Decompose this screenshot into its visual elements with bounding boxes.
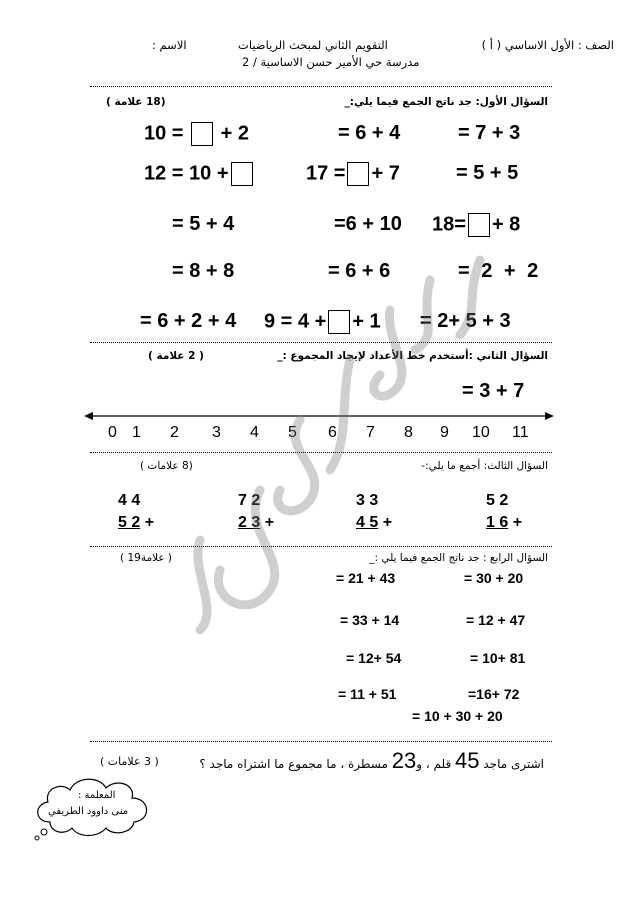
q3-p3-top: 3 3 (356, 492, 379, 509)
divider (90, 546, 552, 547)
q4-item-1: = 21 + 43 (336, 570, 396, 586)
number-line-tick-label: 9 (440, 424, 449, 441)
q3-p1-top: 4 4 (118, 492, 141, 509)
q1-r3-c2: =6 + 10 (334, 213, 402, 235)
number-line-tick-label: 10 (472, 424, 490, 441)
q1-r2-c2: 17 = + 7 (306, 162, 400, 185)
q4-item-7: = 11 + 51 (338, 686, 397, 702)
q4-title: السؤال الرابع : جد ناتج الجمع فيما يلي :_ (369, 552, 548, 564)
divider (90, 741, 552, 742)
number-line-tick-label: 2 (170, 424, 179, 441)
divider (90, 86, 552, 87)
answer-box[interactable] (347, 162, 369, 186)
q4-item-5: = 12+ 54 (346, 650, 402, 666)
q5-word-problem: اشترى ماجد 45 قلم ، و23 مسطرة ، ما مجموع ما اشتراه ماجد ؟ (199, 748, 544, 773)
right-arrow-icon (545, 412, 554, 420)
q1-r1-c2: = 6 + 4 (338, 122, 401, 144)
q4-item-4: = 12 + 47 (466, 612, 526, 628)
answer-box[interactable] (191, 122, 213, 146)
number-line-tick-label: 8 (404, 424, 413, 441)
q5-marks: ( 3 علامات ) (100, 755, 159, 768)
teacher-label: المعلمة : (78, 790, 116, 801)
q4-item-6: = 10+ 81 (470, 650, 526, 666)
q3-p2-bottom: 2 3 + (238, 514, 275, 531)
number-line-tick-label: 5 (288, 424, 297, 441)
exam-title: التقويم الثاني لمبحث الرياضيات (238, 38, 388, 52)
class-label: الصف : الأول الاساسي ( أ ) (481, 38, 614, 52)
number-line-tick-label: 3 (212, 424, 221, 441)
answer-box[interactable] (468, 213, 490, 237)
q1-r5-c2: 9 = 4 + + 1 (264, 310, 381, 333)
q4-marks: ( علامة19 ) (120, 552, 173, 564)
q2-title: السؤال الثاني :أستخدم خط الأعداد لإيجاد المجموع :_ (277, 350, 548, 362)
q1-r4-c2: = 6 + 6 (328, 260, 391, 282)
q1-r5-c3: = 2+ 5 + 3 (420, 310, 511, 332)
q3-p4-top: 5 2 (486, 492, 509, 509)
q1-marks: (18 علامة ) (106, 96, 166, 108)
q3-p2-top: 7 2 (238, 492, 261, 509)
number-line (84, 406, 554, 426)
q1-title: السؤال الأول: جد ناتج الجمع فيما يلي:_ (344, 96, 548, 108)
school-name: مدرسة حي الأمير حسن الاساسية / 2 (242, 55, 420, 69)
q1-r2-c3: = 5 + 5 (456, 162, 519, 184)
name-label: الاسم : (152, 38, 187, 52)
number-line-tick-label: 1 (132, 424, 141, 441)
q1-r2-c1: 12 = 10 + (144, 162, 255, 186)
answer-box[interactable] (328, 310, 350, 334)
q2-marks: ( 2 علامة ) (148, 350, 204, 362)
q4-item-8: =16+ 72 (468, 686, 520, 702)
number-line-tick-label: 4 (250, 424, 259, 441)
q1-r5-c1: = 6 + 2 + 4 (140, 310, 237, 332)
q1-r4-c1: = 8 + 8 (172, 260, 235, 282)
q1-r4-c3: = 2 + 2 (458, 260, 539, 282)
number-line-tick-label: 0 (108, 424, 117, 441)
number-line-tick-label: 6 (328, 424, 337, 441)
q4-item-9: = 10 + 30 + 20 (412, 708, 503, 724)
left-arrow-icon (84, 412, 93, 420)
q3-title: السؤال الثالث: أجمع ما يلي:- (421, 460, 548, 472)
answer-box[interactable] (231, 162, 253, 186)
teacher-name: منى داوود الطريفي (48, 806, 129, 817)
q2-equation: = 3 + 7 (462, 380, 525, 402)
q1-r1-c3: = 7 + 3 (458, 122, 521, 144)
divider (90, 452, 552, 453)
q3-marks: (8 علامات ) (140, 460, 193, 472)
q1-r1-c1: 10 = + 2 (144, 122, 249, 145)
q1-r3-c1: = 5 + 4 (172, 213, 235, 235)
q4-item-2: = 30 + 20 (464, 570, 524, 586)
q3-p1-bottom: 5 2 + (118, 514, 155, 531)
number-line-tick-label: 11 (512, 424, 529, 441)
q1-r3-c3: 18= + 8 (432, 213, 521, 236)
number-line-tick-label: 7 (366, 424, 375, 441)
divider (90, 342, 552, 343)
q4-item-3: = 33 + 14 (340, 612, 400, 628)
q3-p3-bottom: 4 5 + (356, 514, 393, 531)
q3-p4-bottom: 1 6 + (486, 514, 523, 531)
